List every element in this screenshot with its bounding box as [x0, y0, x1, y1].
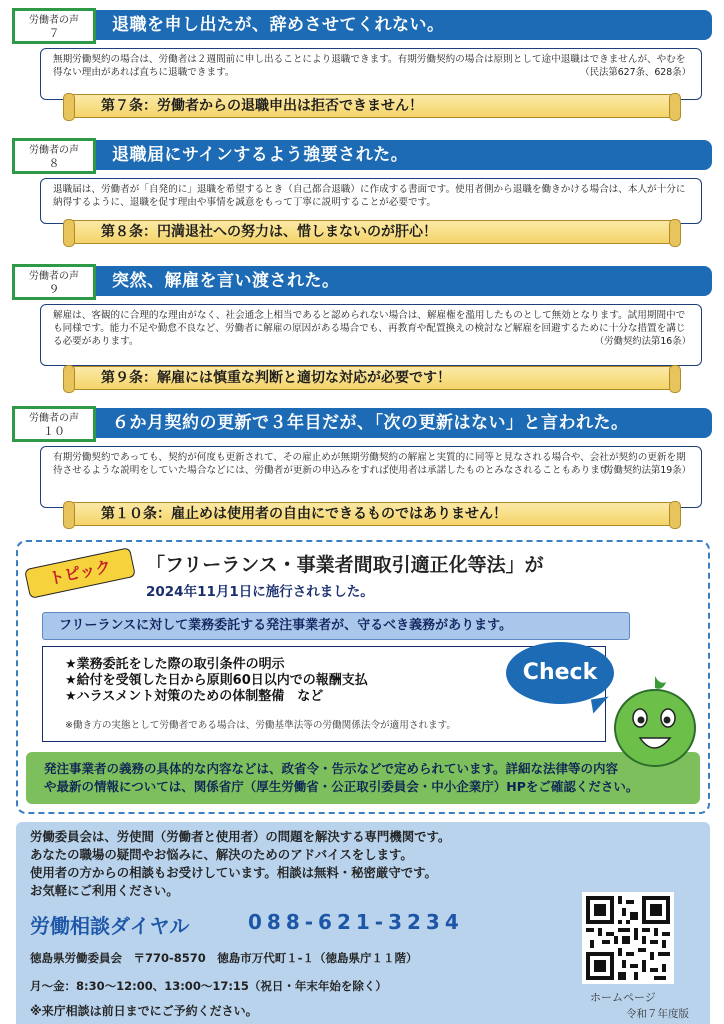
- case-10: [12, 406, 712, 534]
- case-body: [40, 48, 702, 100]
- edition-label: 令和７年度版: [626, 1008, 689, 1020]
- consultation-panel: [16, 822, 710, 1024]
- list-item: ★給付を受領した日から原則60日以内での報酬支払: [65, 673, 368, 688]
- article-scroll: 第７条：労働者からの退職申出は拒否できません！: [68, 94, 676, 118]
- qr-code-icon[interactable]: [582, 892, 674, 984]
- law-reference: （民法第627条、628条）: [580, 67, 691, 78]
- worker-status-note: ※働き方の実態として労働者である場合は、労働基準法等の労働関係法令が適用されます。: [65, 720, 457, 731]
- topic-title: 「フリーランス・事業者間取引適正化等法」が: [146, 554, 544, 576]
- reservation-note: ※来庁相談は前日までにご予約ください。: [30, 1004, 258, 1018]
- case-body: [40, 178, 702, 224]
- list-item: ★業務委託をした際の取引条件の明示: [65, 657, 285, 672]
- details-banner: 発注事業者の義務の具体的な内容などは、政省令・告示などで定められています。詳細な法律等の内容 や最新の情報については、関係省庁（厚生労働省・公正取引委員会・中小企業庁）HPをご確認ください。: [26, 752, 700, 804]
- case-9: [12, 264, 712, 394]
- case-title: ６か月契約の更新で３年目だが、「次の更新はない」と言われた。: [96, 408, 712, 438]
- case-body: [40, 304, 702, 366]
- worker-voice-badge: 労働者の声 ７: [12, 8, 96, 44]
- case-body-text: 有期労働契約であっても、契約が何度も更新されて、その雇止めが無期労働契約の解雇と実質的に同等と見なされる場合や、会社が契約の更新を期待させるような説明をしていた場合などには、労働者が更新の申込みをすれば使用者は承諾したものとみなされることもあります。: [53, 452, 686, 476]
- case-title: 退職を申し出たが、辞めさせてくれない。: [96, 10, 712, 40]
- law-reference: （労働契約法第19条）: [594, 465, 691, 476]
- case-body-text: 退職届は、労働者が「自発的に」退職を希望するとき（自己都合退職）に作成する書面です。使用者側から退職を働きかける場合は、本人が十分に納得するように、退職を促す理由や事情を誠意をもって丁寧に説明することが必要です。: [53, 184, 686, 208]
- topic-subtitle: 2024年11月1日に施行されました。: [146, 584, 374, 600]
- homepage-label: ホームページ: [590, 991, 656, 1004]
- case-title: 突然、解雇を言い渡された。: [96, 266, 712, 296]
- article-scroll: 第８条：円満退社への努力は、惜しまないのが肝心！: [68, 220, 676, 244]
- case-body-text: 解雇は、客観的に合理的な理由がなく、社会通念上相当であると認められない場合は、解雇権を濫用したものとして無効となります。試用期間中でも同様です。能力不足や勤怠不良など、労働者に解雇の原因がある場合でも、再教育や配置換えの検討など解雇を回避するために十分な措置を講じる必要があります。: [53, 310, 686, 347]
- case-7: [12, 8, 712, 128]
- case-body-text: 無期労働契約の場合は、労働者は２週間前に申し出ることにより退職できます。有期労働契約の場合は原則として途中退職はできませんが、やむを得ない理由があれば直ちに退職できます。: [53, 54, 686, 78]
- worker-voice-badge: 労働者の声 ８: [12, 138, 96, 174]
- article-scroll: 第９条：解雇には慎重な判断と適切な対応が必要です！: [68, 366, 676, 390]
- dial-number[interactable]: 088-621-3234: [248, 910, 464, 934]
- worker-voice-badge: 労働者の声 １０: [12, 406, 96, 442]
- topic-tag: トピック: [24, 547, 136, 599]
- worker-voice-badge: 労働者の声 ９: [12, 264, 96, 300]
- office-hours: 月～金：8:30～12:00、13:00～17:15（祝日・年末年始を除く）: [30, 979, 387, 993]
- dial-label: 労働相談ダイヤル: [30, 914, 190, 938]
- obligation-bar: フリーランスに対して業務委託する発注事業者が、守るべき義務があります。: [42, 612, 630, 640]
- list-item: ★ハラスメント対策のための体制整備 など: [65, 689, 324, 704]
- article-scroll: 第１０条：雇止めは使用者の自由にできるものではありません！: [68, 502, 676, 526]
- law-reference: （労働契約法第16条）: [594, 336, 691, 347]
- mascot-icon: [610, 672, 700, 768]
- case-8: [12, 138, 712, 256]
- case-title: 退職届にサインするよう強要された。: [96, 140, 712, 170]
- address: 徳島県労働委員会 〒770-8570 徳島市万代町１-１（徳島県庁１１階）: [30, 951, 418, 965]
- topic-section: [16, 540, 710, 814]
- case-body: [40, 446, 702, 508]
- intro-text: 労働委員会は、労使間（労働者と使用者）の問題を解決する専門機関です。 あなたの職場の疑問やお悩みに、解決のためのアドバイスをします。 使用者の方からの相談もお受けしています。相談は無料・秘密厳守です。 お気軽にご利用ください。: [30, 829, 451, 898]
- check-bubble: Check: [506, 642, 614, 704]
